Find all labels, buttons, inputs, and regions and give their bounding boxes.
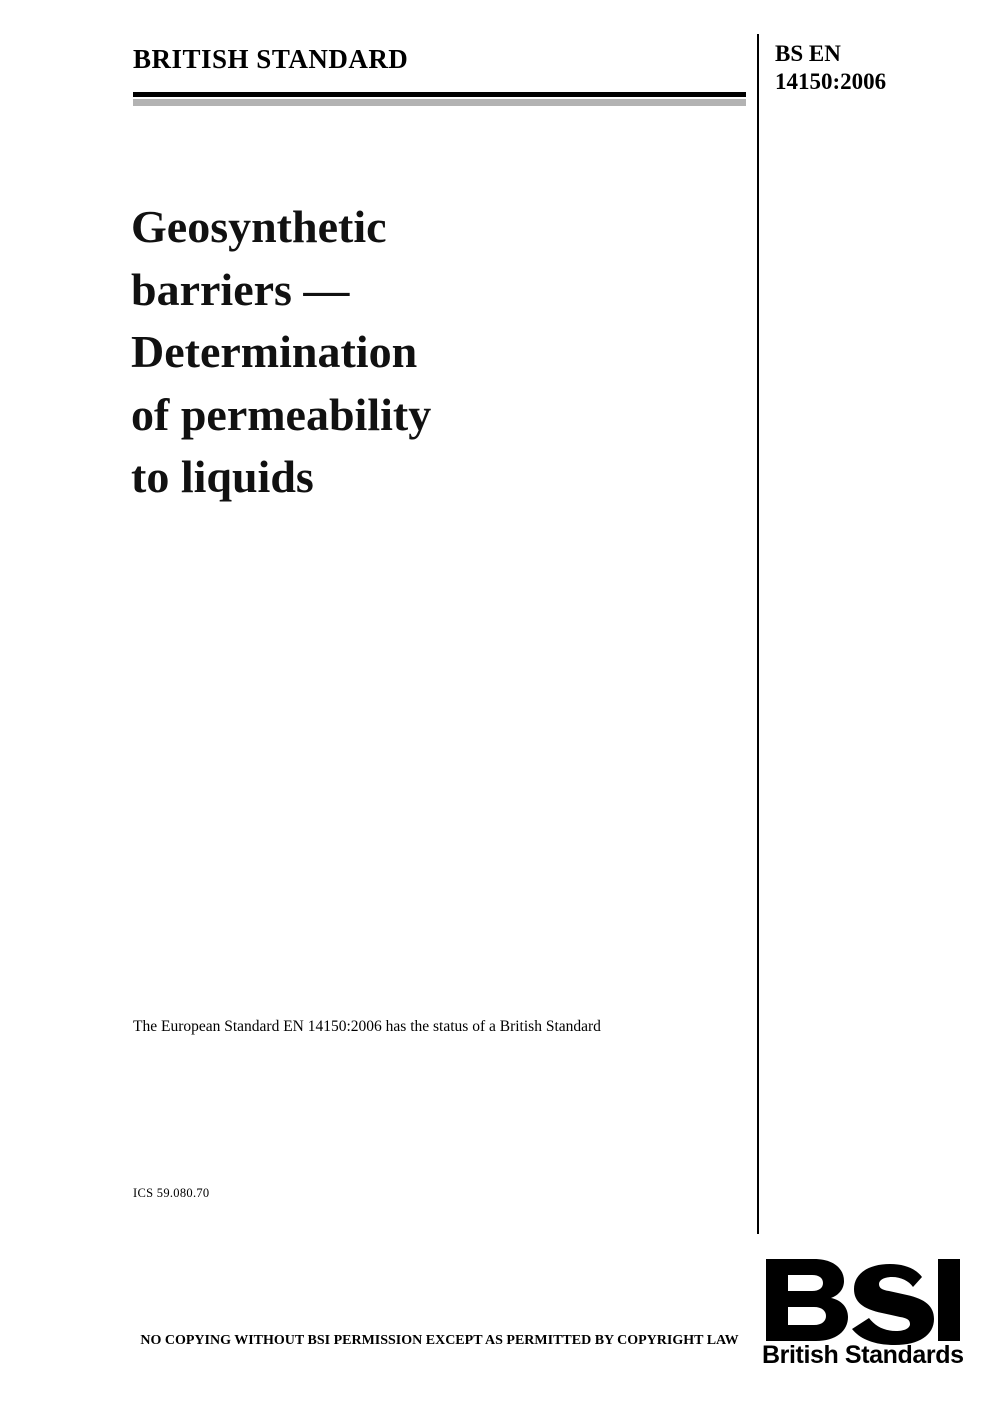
page-title-line-1: Geosynthetic <box>131 201 387 252</box>
page-title-line-2: barriers — <box>131 263 350 315</box>
header-rule-grey <box>133 99 746 106</box>
page-title <box>131 196 731 509</box>
bsi-wordmark: British Standards <box>762 1341 964 1369</box>
status-note: The European Standard EN 14150:2006 has the status of a British Standard <box>133 1018 601 1035</box>
vertical-divider <box>757 34 759 1234</box>
document-number <box>775 40 965 96</box>
copyright-notice: NO COPYING WITHOUT BSI PERMISSION EXCEPT AS PERMITTED BY COPYRIGHT LAW <box>133 1333 746 1351</box>
bsi-logo <box>762 1255 962 1370</box>
ics-code: ICS 59.080.70 <box>133 1186 210 1200</box>
page-title-line-4: of permeability <box>131 388 432 440</box>
page-title-line-3: Determination <box>131 326 418 378</box>
bsi-logo-icon <box>762 1255 962 1345</box>
document-number-line-1: BS EN <box>775 41 841 66</box>
british-standard-label: BRITISH STANDARD <box>133 44 409 74</box>
header-rule-black <box>133 92 746 97</box>
document-number-line-2: 14150:2006 <box>775 69 887 95</box>
page-title-line-5: to liquids <box>131 451 314 503</box>
